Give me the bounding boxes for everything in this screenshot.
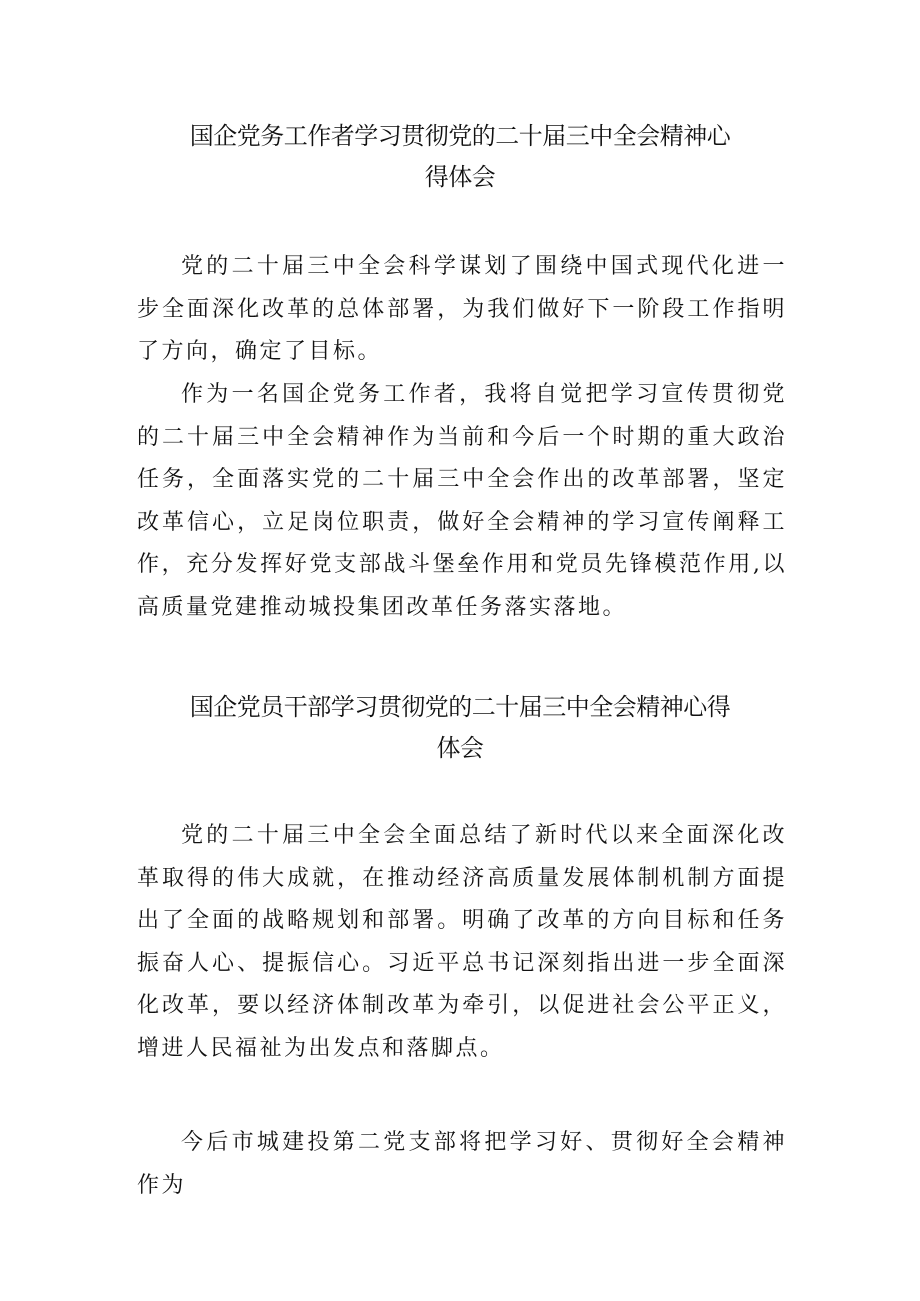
article-2-title [0, 687, 920, 769]
article-1-title [0, 116, 920, 198]
article-1-paragraph-2: 作为一名国企党务工作者，我将自觉把学习宣传贯彻党的二十届三中全会精神作为当前和今后一个时期的重大政治任务，全面落实党的二十届三中全会作出的改革部署，坚定改革信心，立足岗位职责，做好全会精神的学习宣传阐释工作，充分发挥好党支部战斗堡垒作用和党员先锋模范作用,以高质量党建推动城投集团改革任务落实落地。 [137, 382, 787, 620]
article-2-title-line-2: 体会 [436, 734, 484, 762]
article-2-paragraph-2: 今后市城建投第二党支部将把学习好、贯彻好全会精神作为 [137, 1130, 787, 1198]
article-1-title-line-1: 国企党务工作者学习贯彻党的二十届三中全会精神心 [189, 122, 731, 150]
article-2-paragraph-1: 党的二十届三中全会全面总结了新时代以来全面深化改革取得的伟大成就，在推动经济高质量发展体制机制方面提出了全面的战略规划和部署。明确了改革的方向目标和任务振奋人心、提振信心。习近平总书记深刻指出进一步全面深化改革，要以经济体制改革为牵引，以促进社会公平正义，增进人民福祉为出发点和落脚点。 [137, 823, 787, 1061]
article-1-title-line-2: 得体会 [424, 163, 496, 191]
article-2-title-line-1: 国企党员干部学习贯彻党的二十届三中全会精神心得 [189, 693, 731, 721]
article-1-paragraph-1: 党的二十届三中全会科学谋划了围绕中国式现代化进一步全面深化改革的总体部署，为我们做好下一阶段工作指明了方向，确定了目标。 [137, 254, 787, 364]
